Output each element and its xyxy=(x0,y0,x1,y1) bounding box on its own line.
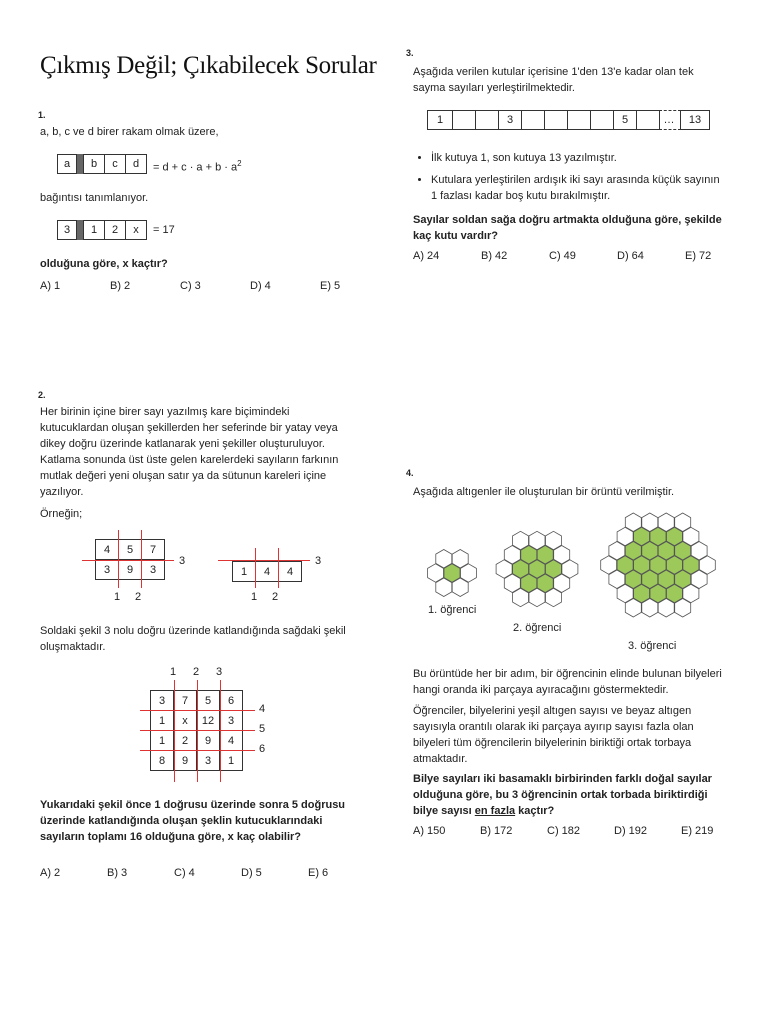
grid-cell: 3 xyxy=(151,691,174,711)
grid-cell: 9 xyxy=(197,731,220,751)
q3-number: 3. xyxy=(406,48,414,58)
fold-line-5 xyxy=(140,730,255,731)
q3-option-b[interactable]: B) 42 xyxy=(481,250,508,262)
q3-box: 1 xyxy=(427,110,453,130)
grid-cell: 5 xyxy=(197,691,220,711)
q1-options xyxy=(40,280,390,292)
q1-cell: b xyxy=(83,154,105,174)
line-label: 3 xyxy=(179,555,186,567)
grid-cell: 3 xyxy=(142,560,165,580)
q2-option-b[interactable]: B) 3 xyxy=(107,867,128,879)
q1-option-d[interactable]: D) 4 xyxy=(250,280,271,292)
grid-cell: 3 xyxy=(197,751,220,771)
fold-line-1 xyxy=(118,530,119,588)
q1-option-e[interactable]: E) 5 xyxy=(320,280,341,292)
grid-cell: 12 xyxy=(197,711,220,731)
grid-cell: 9 xyxy=(174,751,197,771)
q2-option-e[interactable]: E) 6 xyxy=(308,867,329,879)
fold-line-3 xyxy=(218,560,310,561)
grid-cell: 7 xyxy=(174,691,197,711)
q1-option-c[interactable]: C) 3 xyxy=(180,280,201,292)
grid-cell: x xyxy=(174,711,197,731)
fold-line-2 xyxy=(197,680,198,782)
line-label: 5 xyxy=(259,723,266,735)
grid-cell: 4 xyxy=(256,562,279,582)
line-label: 4 xyxy=(259,703,266,715)
line-label: 2 xyxy=(272,591,279,603)
q3-box: 3 xyxy=(498,110,522,130)
q3-box xyxy=(636,110,660,130)
q1-equation: = 17 xyxy=(153,224,175,236)
page-title: Çıkmış Değil; Çıkabilecek Sorular xyxy=(40,52,377,79)
q4-options xyxy=(413,825,748,837)
q3-box-row xyxy=(427,110,719,130)
grid-cell: 8 xyxy=(151,751,174,771)
q3-options xyxy=(413,250,753,262)
q2-option-a[interactable]: A) 2 xyxy=(40,867,61,879)
line-label: 2 xyxy=(135,591,142,603)
grid-cell: 4 xyxy=(96,540,119,560)
figure-label: 1. öğrenci xyxy=(428,604,477,616)
fold-line-2 xyxy=(141,530,142,588)
grid-cell: 2 xyxy=(174,731,197,751)
q3-paragraph: Aşağıda verilen kutular içerisine 1'den 13'e kadar olan tek sayma sayıları yerleştirilmektedir. xyxy=(413,66,694,94)
q3-option-e[interactable]: E) 72 xyxy=(685,250,712,262)
q4-option-a[interactable]: A) 150 xyxy=(413,825,446,837)
q2-paragraph-1: Her birinin içine birer sayı yazılmış kare biçimindeki kutucuklardan oluşan şekillerden her seferinde bir yatay veya dikey doğru üzerinde katlanarak yeni şekiller oluşturuluyor. Katlama sonunda üst üste gelen karelerdeki sayıların farkının mutlak değeri yeni oluşan satır ya da sütunun kareleri içine yazılıyor. xyxy=(40,406,339,498)
q3-box xyxy=(590,110,614,130)
q3-box xyxy=(567,110,591,130)
q2-grid-2 xyxy=(232,561,302,582)
q3-box xyxy=(521,110,545,130)
line-label: 1 xyxy=(170,666,177,678)
q4-option-b[interactable]: B) 172 xyxy=(480,825,513,837)
q1-cell: a xyxy=(57,154,77,174)
line-label: 1 xyxy=(114,591,121,603)
q2-paragraph-2: Soldaki şekil 3 nolu doğru üzerinde katlandığında sağdaki şekil oluşmaktadır. xyxy=(40,625,346,653)
q4-paragraph: Aşağıda altıgenler ile oluşturulan bir örüntü verilmiştir. xyxy=(413,486,675,498)
q4-paragraph-3: Öğrenciler, bilyelerini yeşil altıgen sayısı ve beyaz altıgen sayısıyla orantılı olarak iki parçaya ayırıp sayısı fazla olan bilyeleri tüm öğrencilerin bilyelerinin biriktiği ortak torbaya atmaktadır. xyxy=(413,705,694,765)
line-label: 3 xyxy=(216,666,223,678)
grid-cell: 9 xyxy=(119,560,142,580)
q4-number: 4. xyxy=(406,468,414,478)
q1-question: olduğuna göre, x kaçtır? xyxy=(40,258,168,270)
q1-number: 1. xyxy=(38,110,46,120)
figure-label: 3. öğrenci xyxy=(628,640,677,652)
q1-line1: a, b, c ve d birer rakam olmak üzere, xyxy=(40,126,219,138)
figure-label: 2. öğrenci xyxy=(513,622,562,634)
grid-cell: 1 xyxy=(233,562,256,582)
q1-cell-row-2 xyxy=(57,220,149,240)
q2-number: 2. xyxy=(38,390,46,400)
q3-box xyxy=(452,110,476,130)
q3-bullet: • Kutulara yerleştirilen ardışık iki sayı arasında küçük sayının 1 fazlası kadar boş kutu bırakılmıştır. xyxy=(431,172,723,204)
q3-box: 13 xyxy=(680,110,710,130)
grid-cell: 6 xyxy=(220,691,243,711)
q2-question: Yukarıdaki şekil önce 1 doğrusu üzerinde sonra 5 doğrusu üzerinde katlandığında oluşan şeklin kutucuklarındaki sayıların toplamı 16 olduğuna göre, x kaç olabilir? xyxy=(40,799,346,843)
q1-cell: x xyxy=(125,220,147,240)
fold-line-1 xyxy=(255,548,256,588)
q1-option-a[interactable]: A) 1 xyxy=(40,280,61,292)
q3-option-a[interactable]: A) 24 xyxy=(413,250,440,262)
q3-box-ellipsis: … xyxy=(659,110,681,130)
line-label: 1 xyxy=(251,591,258,603)
fold-line-3 xyxy=(82,560,174,561)
q4-question: Bilye sayıları iki basamaklı birbirinden farklı doğal sayılar olduğuna göre, bu 3 öğrencinin ortak torbada biriktirdiği bilye sayısı en fazla kaçtır? xyxy=(413,773,712,817)
q3-box xyxy=(475,110,499,130)
grid-cell: 5 xyxy=(119,540,142,560)
grid-cell: 7 xyxy=(142,540,165,560)
grid-cell: 4 xyxy=(279,562,302,582)
fold-line-4 xyxy=(140,710,255,711)
q1-formula: = $d + c \cdot a + b \cdot a^2$ xyxy=(153,159,242,174)
fold-line-1 xyxy=(174,680,175,782)
q3-box: 5 xyxy=(613,110,637,130)
fold-line-3 xyxy=(220,680,221,782)
q1-line2: bağıntısı tanımlanıyor. xyxy=(40,192,149,204)
q4-paragraph-2: Bu örüntüde her bir adım, bir öğrencinin elinde bulunan bilyeleri hangi oranda iki parçaya ayıracağını göstermektedir. xyxy=(413,668,722,696)
line-label: 3 xyxy=(315,555,322,567)
q2-option-d[interactable]: D) 5 xyxy=(241,867,262,879)
q1-cell: 1 xyxy=(83,220,105,240)
hexagon-pattern-figure xyxy=(410,505,730,655)
fold-line-6 xyxy=(140,750,255,751)
line-label: 2 xyxy=(193,666,200,678)
grid-cell: 4 xyxy=(220,731,243,751)
line-label: 6 xyxy=(259,743,266,755)
q2-option-c[interactable]: C) 4 xyxy=(174,867,195,879)
q3-box xyxy=(544,110,568,130)
q1-cell-row xyxy=(57,154,149,174)
q3-option-c[interactable]: C) 49 xyxy=(549,250,576,262)
grid-cell: 3 xyxy=(96,560,119,580)
q3-bullet: • İlk kutuya 1, son kutuya 13 yazılmıştır. xyxy=(431,150,723,166)
grid-cell: 3 xyxy=(220,711,243,731)
q1-option-b[interactable]: B) 2 xyxy=(110,280,131,292)
q3-question: Sayılar soldan sağa doğru artmakta olduğuna göre, şekilde kaç kutu vardır? xyxy=(413,214,722,242)
q3-bullets xyxy=(413,150,723,210)
q1-cell: d xyxy=(125,154,147,174)
grid-cell: 1 xyxy=(220,751,243,771)
white-hexagon xyxy=(562,560,578,578)
q2-options xyxy=(40,867,375,879)
grid-cell: 1 xyxy=(151,731,174,751)
q3-option-d[interactable]: D) 64 xyxy=(617,250,644,262)
fold-line-2 xyxy=(278,548,279,588)
q1-cell: 3 xyxy=(57,220,77,240)
grid-cell: 1 xyxy=(151,711,174,731)
q1-cell: c xyxy=(104,154,126,174)
q4-option-c[interactable]: C) 182 xyxy=(547,825,581,837)
q1-cell: 2 xyxy=(104,220,126,240)
q2-example: Örneğin; xyxy=(40,508,83,520)
q4-option-e[interactable]: E) 219 xyxy=(681,825,714,837)
q4-option-d[interactable]: D) 192 xyxy=(614,825,648,837)
